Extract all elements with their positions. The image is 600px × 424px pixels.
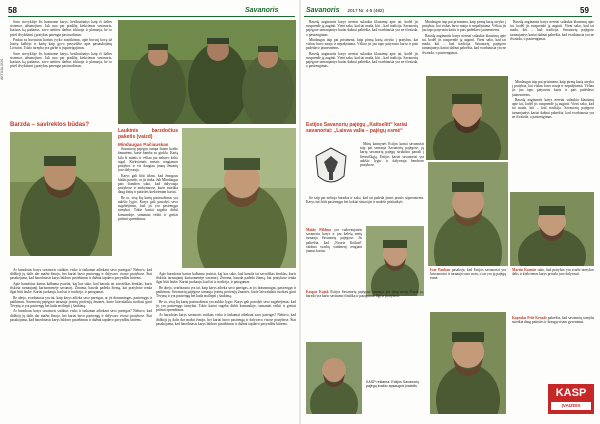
paragraph: Apie barzdotus karius kalbama įvairiai, kai kas sako, kad barzda tai savotiškas ženklas, kuris išskiria tarnaujantį kariuomenėje savanorį. Žinoma, barzda padeda žiemą, kai pratybose tenka ilgai būti lauke. Kariai juokauja, kad tai ir tradicija, ir patogumas.: [10, 281, 152, 295]
bio-text: sako, kad pratybos yra svarbi tarnybos dalis ir kiekvienas karys privalo jose dalyvauti.: [512, 268, 594, 277]
soldier-photo-9: [430, 312, 506, 414]
estonia-text: [360, 142, 424, 204]
right-page-number: 59: [580, 5, 589, 15]
issue-line: 2017 Nr. 4-5 (482): [347, 7, 384, 13]
bio-priit: [512, 316, 594, 376]
paragraph: Paskui su buvusiais kariais įvyko susitikimas, apie buvusį kovą už laisvę kalbėjo ir karių kaip gyvo pavyzdžio apie pasiaukojimą Lietuvai. Tokio tarnyba yra garbė ir įsipareigojimas.: [10, 38, 112, 51]
soldier-photo-8: [306, 342, 362, 414]
paragraph: Be to, visų šių karių pasiruošimas yra aukšto lygio. Karys gali parodyti savo sugebėjimus, kad jis yra pasirengęs tarnybai. Tokie kariai sugeba dirbti komandoje, sumaniai veikti ir greitai priimti sprendimus.: [118, 195, 178, 221]
paragraph: Mindaugas taip pat prisimena, kaip pirmą kartą atvyko į pratybas, kai viskas buvo nauja ir nepažįstama. Vėliau jis jau tapo patyrusiu kariu ir pats padėdavo jaunesniems.: [422, 20, 506, 33]
paragraph: Ar barzdotas karys savanoris sutiktas visko ir tinkamai atliekant savo pareigas? Nebuvo, kad didžioji jų dalis dar mažai žinojo, bet kariai buvo pasirengę ir dalyvavo visose pratybose. Štai pasakojama, kad barzdotasis karys būdavo pastebimas ir dažnai tapdavo pavyzdžiu kitiems.: [10, 309, 152, 322]
soldier-photo-5: [428, 162, 508, 266]
bio-name: Kaspar Kajak: [306, 290, 329, 294]
paragraph: Mūsų kaimynės Estijos kariai savanoriai taip pat tarnauja Savanorių pajėgose, jų karių savanorių pajėgų struktūra panaši į lietuviškąją. Estijos kariai savanoriai yra aukšto lygio ir dalyvauja bendrose pratybose.: [360, 142, 424, 168]
soldier-photo-2: [10, 132, 112, 256]
bio-text: pabrėžia, kad savanorių tarnyba suteikia daug patirties ir draugų visam gyvenimui.: [512, 316, 594, 325]
bio-martin: [512, 268, 594, 312]
paragraph: Mindaugas taip pat prisimena, kaip pirmą kartą atvyko į pratybas, kai viskas buvo nauja ir nepažįstama. Vėliau jis jau tapo patyrusiu kariu ir pats padėdavo jaunesniems.: [306, 38, 418, 51]
bio-text: Estijos Savanorių pajėgose tarnauja jau daug metų. Pasak jo, barzda yra kario savitumo išraiška ir patogumas ilgose pratybose.: [306, 290, 424, 299]
paragraph: Barzdą auginantis karys neretai sulaukia klausimų apie tai, kodėl jis nusprendė ją auginti. Vieni sako, kad tai mada, kiti – kad tradicija. Savanorių pajėgose tarnaujantys kariai dažnai pabrėžia, kad svarbiausia yra ne išvaizda, o pasirengimas.: [512, 98, 594, 119]
bio-kaspar: [306, 290, 424, 340]
soldier-photo-9-image: [430, 312, 506, 414]
right-col-side: [512, 80, 594, 190]
paragraph: Apie barzdotus karius kalbama įvairiai, kai kas sako, kad barzda tai savotiškas ženklas, kuris išskiria tarnaujantį kariuomenėje savanorį. Žinoma, barzda padeda žiemą, kai pratybose tenka ilgai būti lauke. Kariai juokauja, kad tai ir tradicija, ir patogumas.: [156, 272, 296, 285]
masthead-logo: Savanoris: [245, 6, 279, 14]
soldier-photo-6-image: [510, 192, 594, 266]
bio-maido: [306, 228, 362, 288]
soldier-photo-5-image: [428, 162, 508, 266]
soldier-photo-2-image: [10, 132, 112, 256]
side-tab: AKTUALIJOS: [0, 58, 4, 80]
logo-subtext: ĮVAIZDIS: [551, 402, 591, 410]
right-col-top-1: [306, 20, 418, 116]
bio-name: Kapralas Priit Kevade: [512, 316, 547, 320]
kaitseliit-emblem-icon: [306, 142, 356, 194]
bio-name: Ivar Paulson: [430, 268, 451, 272]
paragraph: Savanorių pajėgos tampa šiame krašte žmonėms, kurie bamba su ginklu. Kartą kilo ši mintis ir vėliau jau nebuvo kelio atgal. Kiekvienais metais rengiamos pratybos ir vis daugiau jaunų žmonių jose dalyvauja.: [118, 147, 178, 173]
left-col-middle: [118, 128, 178, 268]
paragraph: Ar barzdotas karys savanoris sutiktas visko ir tinkamai atliekant savo pareigas? Nebuvo, kad didžioji jų dalis dar mažai žinojo, bet kariai buvo pasirengę ir dalyvavo visose pratybose. Štai pasakojama, kad barzdotasis karys būdavo pastebimas ir dažnai tapdavo pavyzdžiu kitiems.: [156, 313, 296, 326]
paragraph: Jie taip pat nešioja barzdas ir sako, kad tai padeda jiems jaustis stipresniems. Karys turi būti pasirengęs bet kokiai situacijai ir mokėti prisitaikyti.: [306, 196, 424, 205]
paragraph: Barzdą auginantis karys neretai sulaukia klausimų apie tai, kodėl jis nusprendė ją auginti. Vieni sako, kad tai mada, kiti – kad tradicija. Savanorių pajėgose tarnaujantys kariai dažnai pabrėžia, kad svarbiausia yra ne išvaizda, o pasirengimas.: [306, 20, 418, 37]
soldier-photo-6: [510, 192, 594, 266]
left-page-number: 58: [8, 5, 17, 15]
bio-name: Martin Karmin: [512, 268, 537, 272]
soldiers-photo-1-image: [118, 20, 296, 124]
paragraph: Be to, visų šių karių pasiruošimas yra aukšto lygio. Karys gali parodyti savo sugebėjimus, kad jis yra pasirengęs tarnybai. Tokie kariai sugeba dirbti komandoje, sumaniai veikti ir greitai priimti sprendimus.: [156, 299, 296, 312]
right-masthead: [306, 4, 384, 16]
right-col-top-3: [510, 20, 594, 78]
soldier-photo-4-image: [426, 76, 508, 160]
left-col-top: [10, 20, 112, 130]
left-header: [8, 4, 17, 16]
left-col-bottom-2: [156, 272, 296, 418]
soldier-photo-4: [426, 76, 508, 160]
paragraph: Mindaugas taip pat prisimena, kaip pirmą kartą atvyko į pratybas, kai viskas buvo nauja ir nepažįstama. Vėliau jis jau tapo patyrusiu kariu ir pats padėdavo jaunesniems.: [512, 80, 594, 97]
paragraph: Be abejo, svarbiausia yra tai, kaip karys atlieka savo pareigas, ar jis drausmingas, pasirengęs ir patikimas. Savanorių pajėgose tarnauja įvairių profesijų žmonės, kurie laisvalaikiu ruošiasi ginti Tėvynę ir yra pasirengę bet kada atsiliepti į šaukimą.: [10, 295, 152, 308]
spread-gutter: [299, 0, 301, 424]
paragraph: Ar barzdotas karys savanoris sutiktas visko ir tinkamai atliekant savo pareigas? Nebuvo, kad didžioji jų dalis dar mažai žinojo, bet kariai buvo pasirengę ir dalyvavo visose pratybose. Štai pasakojama, kad barzdotasis karys būdavo pastebimas ir dažnai tapdavo pavyzdžiu kitiems.: [10, 268, 152, 281]
photo-caption: KASP reklama: Estijos Savanorių pajėgų krašto apsaugos įvaizdis: [366, 380, 420, 389]
estonia-text-2: [306, 196, 424, 224]
paragraph: Savo stovykloje šis baziname karys, besikuriantys kaip iš dalies sistemos užsimojimo. Juk nuo pat pradžių kiekvienas savanoris, kuriuos ką padarius, savo ateities darbus rikiuoja ir planuoja, be to prieš išvykdami į pratybas parengia pasiruošimus.: [10, 51, 112, 69]
left-header-rule: [8, 16, 295, 17]
soldier-photo-3-image: [182, 128, 296, 268]
soldier-photo-7: [366, 226, 424, 296]
soldier-photo-7-image: [366, 226, 424, 296]
bio-text: pasakoja, kad Estijos savanoriai yra laisvanoriai ir tarnauja savo noru, o tai yra jų pajėgų esmė.: [430, 268, 506, 281]
paragraph: Barzdą auginantis karys neretai sulaukia klausimų apie tai, kodėl jis nusprendė ją auginti. Vieni sako, kad tai mada, kiti – kad tradicija. Savanorių pajėgose tarnaujantys kariai dažnai pabrėžia, kad svarbiausia yra ne išvaizda, o pasirengimas.: [306, 51, 418, 69]
paragraph: Barzdą auginantis karys neretai sulaukia klausimų apie tai, kodėl jis nusprendė ją auginti. Vieni sako, kad tai mada, kiti – kad tradicija. Savanorių pajėgose tarnaujantys kariai dažnai pabrėžia, kad svarbiausia yra ne išvaizda, o pasirengimas.: [422, 33, 506, 55]
kasp-logo: [548, 384, 594, 414]
mid-headline: Laukinis barzdočius paketis (vaizd): [118, 128, 178, 140]
paragraph: Barzdą auginantis karys neretai sulaukia klausimų apie tai, kodėl jis nusprendė ją auginti. Vieni sako, kad tai mada, kiti – kad tradicija. Savanorių pajėgose tarnaujantys kariai dažnai pabrėžia, kad svarbiausia yra ne išvaizda, o pasirengimas.: [510, 20, 594, 41]
headline-barzda: Barzda – savireklos būdas?: [10, 122, 90, 128]
right-header: [580, 4, 589, 16]
masthead-logo-right: Savanoris: [306, 6, 340, 14]
soldiers-photo-1: [118, 20, 296, 124]
paragraph: Karys gali būti tikras, kad žmogaus būdas parodo, ar jis tinka. Juk Mindaugas pats šiandien sako, kad dalyvauja pratybose ir mokymuose, kurie suteikia daug žinių ir patirties kiekvienam kariui.: [118, 173, 178, 195]
soldier-photo-8-image: [306, 342, 362, 414]
left-masthead: [245, 4, 278, 16]
estonia-headline: Estijos Savanorių pajėgų „Kaitseliit“ kariai savanoriai: „Laisva valia – pajėgų esmė“: [306, 122, 408, 134]
right-header-rule: [304, 16, 592, 17]
paragraph: Savo stovykloje šis baziname karys, besikuriantys kaip iš dalies sistemos užsimojimo. Juk nuo pat pradžių kiekvienas savanoris, kuriuos ką padarius, savo ateities darbus rikiuoja ir planuoja, be to prieš išvykdami į pratybas parengia pasiruošimus.: [10, 20, 112, 37]
soldier-photo-3: [182, 128, 296, 268]
right-col-top-2: [422, 20, 506, 78]
bio-name: Maido Põldma: [306, 228, 331, 232]
subhead-mindaugas: Mindaugas Pačiauskas: [118, 142, 169, 147]
kaitseliit-emblem: [306, 142, 356, 194]
logo-text: KASP: [555, 387, 587, 399]
paragraph: Be abejo, svarbiausia yra tai, kaip karys atlieka savo pareigas, ar jis drausmingas, pasirengęs ir patikimas. Savanorių pajėgose tarnauja įvairių profesijų žmonės, kurie laisvalaikiu ruošiasi ginti Tėvynę ir yra pasirengę bet kada atsiliepti į šaukimą.: [156, 285, 296, 299]
bio-text: yra vadovaujantis savanoriu karys ir jau keletą metų tarnauja Savanorių pajėgose. Jis pabrėžia, kad „Noorte Kotkad“ vaidina svarbų vaidmenį rengiant jaunus karius.: [306, 228, 362, 254]
bio-ivar: [430, 268, 506, 312]
left-col-bottom-1: [10, 268, 152, 418]
